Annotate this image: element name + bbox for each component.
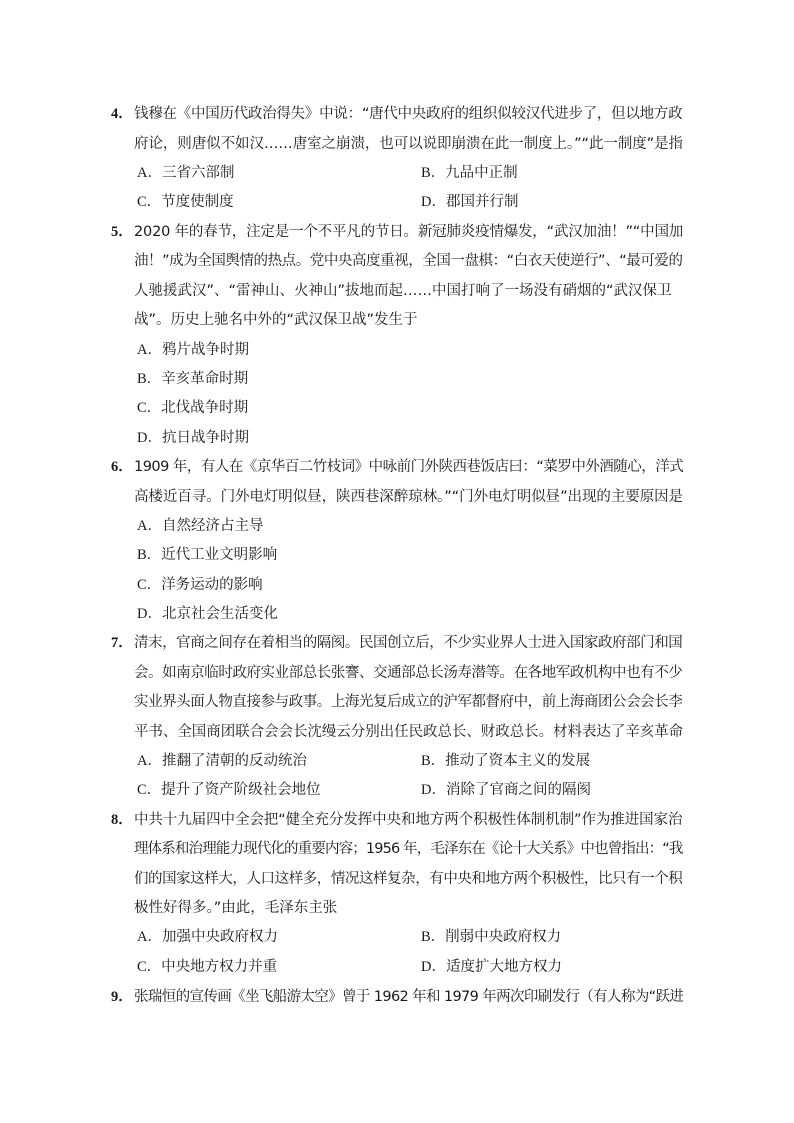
question-text-line: 油！”成为全国舆情的热点。党中央高度重视，全国一盘棋：“白衣天使逆行”、“最可爱的	[134, 253, 683, 269]
question-text-line: 极性好得多。”由此，毛泽东主张	[134, 900, 338, 916]
option-b: B．近代工业文明影响	[137, 547, 278, 563]
option-a: A．加强中央政府权力	[137, 929, 278, 945]
question-text-line: 人驰援武汉”、“雷神山、火神山”拔地而起……中国打响了一场没有硝烟的“武汉保卫	[134, 283, 672, 299]
question-text-line: 会。如南京临时政府实业部总长张謇、交通部总长汤寿潜等。在各地军政机构中也有不少	[134, 665, 683, 681]
option-b: B．九品中正制	[421, 165, 518, 181]
option-d: D．消除了官商之间的隔阂	[421, 782, 591, 798]
question-text-line: 高楼近百寻。门外电灯明似昼，陕西巷深醉琼林。”“门外电灯明似昼”出现的主要原因是	[134, 489, 683, 505]
question-text-line: 战”。历史上驰名中外的“武汉保卫战”发生于	[134, 312, 418, 328]
question-text-line: 钱穆在《中国历代政治得失》中说：“唐代中央政府的组织似较汉代进步了，但以地方政	[134, 106, 683, 122]
question-text-line: 实业界头面人物直接参与政事。上海光复后成立的沪军都督府中，前上海商团公会会长李	[134, 694, 683, 710]
question-text-line: 们的国家这样大，人口这样多，情况这样复杂，有中央和地方两个积极性，比只有一个积	[134, 871, 683, 887]
question-number: 4．	[111, 106, 133, 122]
option-d: D．北京社会生活变化	[137, 606, 278, 622]
question-text-line: 平书、全国商团联合会会长沈缦云分别出任民政总长、财政总长。材料表达了辛亥革命	[134, 724, 684, 740]
question-number: 7．	[111, 635, 133, 651]
question-number: 9．	[111, 989, 133, 1005]
option-c: C．北伐战争时期	[137, 400, 249, 416]
option-d: D．适度扩大地方权力	[421, 959, 562, 975]
option-a: A．自然经济占主导	[137, 518, 264, 534]
option-c: C．洋务运动的影响	[137, 577, 263, 593]
option-a: A．鸦片战争时期	[137, 342, 249, 358]
option-c: C．节度使制度	[137, 194, 234, 210]
question-text-line: 1909 年，有人在《京华百二竹枝词》中咏前门外陕西巷饭店曰：“菜罗中外酒随心，洋式	[134, 459, 684, 475]
option-c: C．提升了资产阶级社会地位	[137, 782, 321, 798]
question-text-line: 理体系和治理能力现代化的重要内容；1956 年，毛泽东在《论十大关系》中也曾指出：“我	[134, 841, 683, 857]
option-c: C．中央地方权力并重	[137, 959, 278, 975]
option-d: D．郡国并行制	[421, 194, 519, 210]
question-number: 6．	[111, 459, 133, 475]
question-text-line: 清末，官商之间存在着相当的隔阂。民国创立后，不少实业界人士进入国家政府部门和国	[134, 635, 683, 651]
option-a: A．推翻了清朝的反动统治	[137, 753, 307, 769]
option-b: B．削弱中央政府权力	[421, 929, 562, 945]
option-b: B．推动了资本主义的发展	[421, 753, 591, 769]
option-d: D．抗日战争时期	[137, 430, 249, 446]
question-text-line: 府论，则唐似不如汉……唐室之崩溃，也可以说即崩溃在此一制度上。”“此一制度”是指	[134, 136, 683, 152]
option-b: B．辛亥革命时期	[137, 371, 249, 387]
question-number: 8．	[111, 812, 133, 828]
question-text-line: 2020 年的春节，注定是一个不平凡的节日。新冠肺炎疫情爆发，“武汉加油！”“中国加	[134, 224, 684, 240]
question-text-line: 张瑞恒的宣传画《坐飞船游太空》曾于 1962 年和 1979 年两次印刷发行（有人称为“跃进	[134, 989, 684, 1005]
question-text-line: 中共十九届四中全会把“健全充分发挥中央和地方两个积极性体制机制”作为推进国家治	[134, 812, 683, 828]
option-a: A．三省六部制	[137, 165, 235, 181]
question-number: 5．	[111, 224, 133, 240]
